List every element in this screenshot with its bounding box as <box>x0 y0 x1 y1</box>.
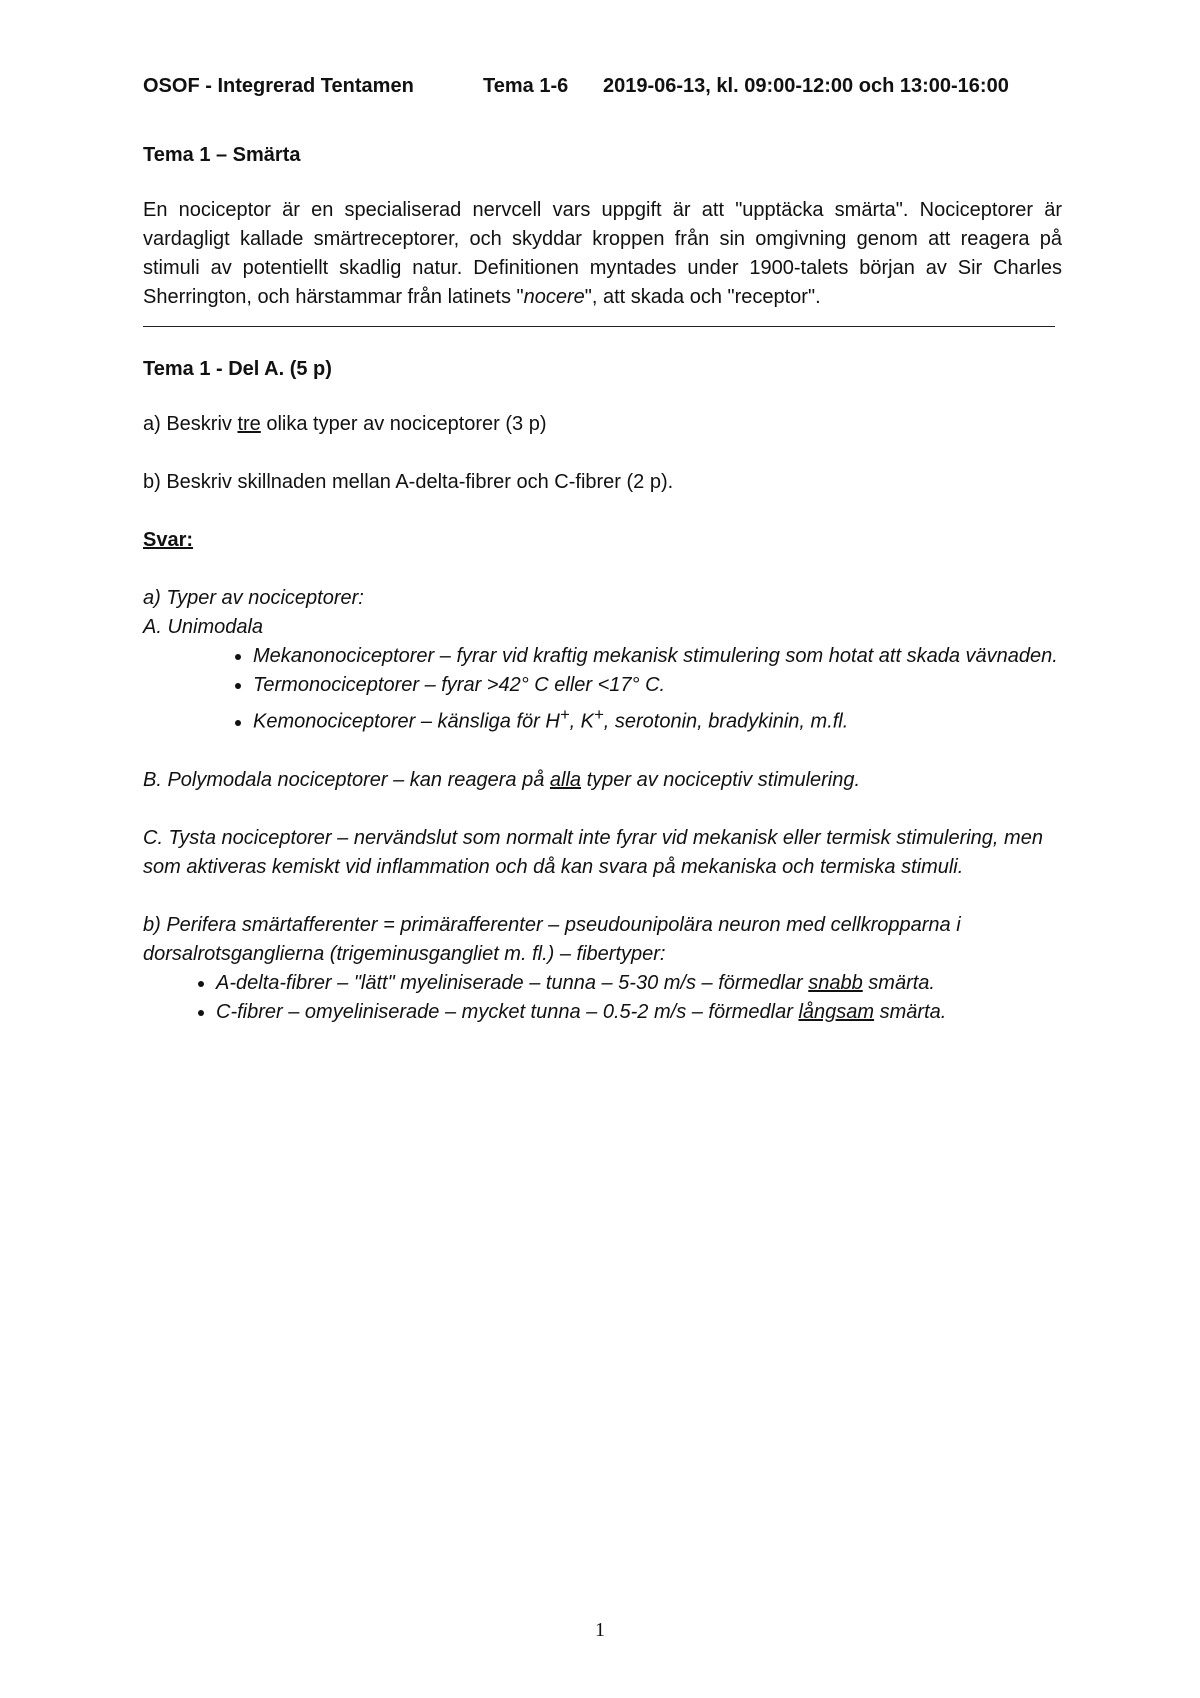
fiber2-pre: C-fibrer – omyeliniserade – mycket tunna – 0.5-2 m/s – förmedlar <box>216 1000 799 1023</box>
bullet3-sup2: + <box>594 705 604 724</box>
page-header <box>143 72 1062 101</box>
question-a-post: olika typer av nociceptorer (3 p) <box>260 413 547 435</box>
fiber1-pre: A-delta-fibrer – "lätt" myeliniserade – tunna – 5-30 m/s – förmedlar <box>216 971 809 994</box>
bullet3-pre: Kemonociceptorer – känsliga för H <box>253 710 560 733</box>
list-item: • Mekanonociceptorer – fyrar vid kraftig mekanisk stimulering som hotat att skada vävnaden. <box>253 642 1062 671</box>
horizontal-rule <box>143 326 1055 327</box>
answer-b-intro: b) Perifera smärtafferenter = primärafferenter – pseudounipolära neuron med cellkropparna i dorsalrotsganglierna (trigeminusgangliet m. fl.) – fibertyper: <box>143 913 961 965</box>
page-number: 1 <box>595 1619 605 1641</box>
question-a-pre: a) Beskriv <box>143 413 238 435</box>
list-item: • Termonociceptorer – fyrar >42° C eller <17° C. <box>253 671 1062 700</box>
fiber-list <box>143 969 1062 1027</box>
question-a-underlined: tre <box>237 413 261 435</box>
bullet3-mid: , K <box>569 710 595 733</box>
section-title: Tema 1 – Smärta <box>143 144 301 166</box>
group-b-pre: B. Polymodala nociceptorer – kan reagera på <box>143 768 550 791</box>
group-b-post: typer av nociceptiv stimulering. <box>581 768 861 791</box>
list-item <box>216 969 1062 998</box>
intro-text-pre: En nociceptor är en specialiserad nervcell vars uppgift är att "upptäcka smärta". Nociceptorer är vardagligt kallade smärtreceptorer, och skyddar kroppen från sin omgivning genom att reagera på stimuli av potentiellt skadlig natur. Definitionen myntades under 1900-talets början av Sir Charles Sherrington, och härstammar från latinets " <box>143 199 1062 308</box>
fiber2-post: smärta. <box>874 1000 947 1023</box>
tema-range: Tema 1-6 <box>483 75 569 97</box>
list-item <box>216 998 1062 1027</box>
intro-latin-word: nocere <box>523 286 585 308</box>
list-item <box>253 700 1062 737</box>
part-title: Tema 1 - Del A. (5 p) <box>143 358 332 380</box>
bullet3-sup1: + <box>559 705 570 724</box>
unimodal-list <box>143 642 1062 737</box>
answer-a-group-c: C. Tysta nociceptorer – nervändslut som normalt inte fyrar vid mekanisk eller termisk stimulering, men som aktiveras kemiskt vid inflammation och då kan svara på mekaniska och termiska stimuli. <box>143 826 1043 878</box>
answer-label: Svar: <box>143 529 194 551</box>
course-title: OSOF - Integrerad Tentamen <box>143 75 414 97</box>
answer-a-group-a: A. Unimodala <box>143 616 264 638</box>
question-a <box>143 410 1062 439</box>
intro-text-post: ", att skada och "receptor". <box>584 286 821 308</box>
intro-paragraph <box>143 196 1062 312</box>
exam-date: 2019-06-13, kl. 09:00-12:00 och 13:00-16:00 <box>603 75 1009 97</box>
bullet3-post: , serotonin, bradykinin, m.fl. <box>603 710 849 733</box>
answer-a-heading: a) Typer av nociceptorer: <box>143 587 364 609</box>
fiber1-underlined: snabb <box>808 971 863 994</box>
question-b: b) Beskriv skillnaden mellan A-delta-fibrer och C-fibrer (2 p). <box>143 471 674 493</box>
answer-a-group-b <box>143 766 1062 795</box>
fiber1-post: smärta. <box>862 971 935 994</box>
fiber2-underlined: långsam <box>798 1000 875 1023</box>
group-b-underlined: alla <box>549 768 582 791</box>
